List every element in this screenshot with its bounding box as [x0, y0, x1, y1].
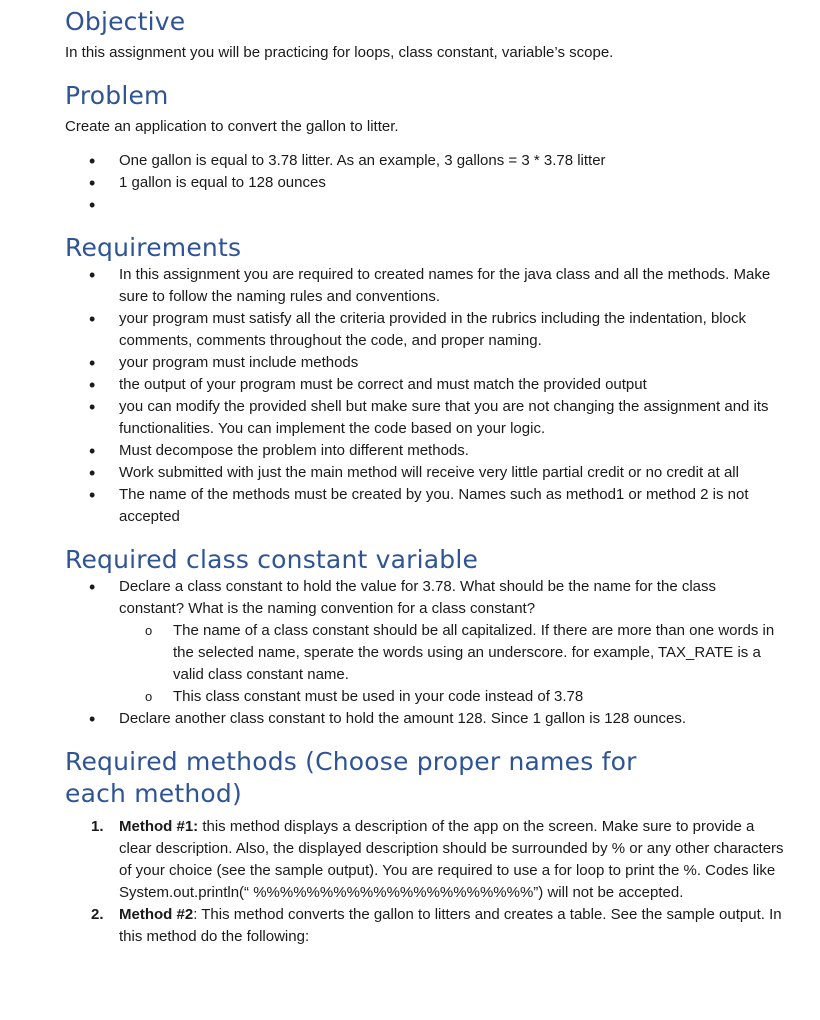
objective-text: In this assignment you will be practicing for loops, class constant, variable’s scope.: [65, 44, 614, 61]
list-item: • 1 gallon is equal to 128 ounces: [65, 172, 785, 194]
problem-list: [65, 150, 785, 216]
document-page: [65, 6, 785, 948]
list-item: • Must decompose the problem into different methods.: [65, 440, 785, 462]
list-item: • Work submitted with just the main method will receive very little partial credit or no credit at all: [65, 462, 785, 484]
problem-text: Create an application to convert the gallon to litter.: [65, 118, 399, 135]
requirements-heading: Requirements: [65, 233, 242, 262]
list-item: • One gallon is equal to 3.78 litter. As an example, 3 gallons = 3 * 3.78 litter: [65, 150, 785, 172]
list-item: • the output of your program must be correct and must match the provided output: [65, 374, 785, 396]
methods-list: [65, 816, 785, 948]
list-item: • The name of the methods must be created by you. Names such as method1 or method 2 is not accepted: [65, 484, 785, 528]
list-item: • your program must satisfy all the criteria provided in the rubrics including the indentation, block comments, comments throughout the code, and proper naming.: [65, 308, 785, 352]
method-number: 2.: [91, 906, 104, 923]
objective-heading: Objective: [65, 7, 186, 36]
method-text: this method displays a description of the app on the screen. Make sure to provide a clear description. Also, the displayed description should be surrounded by % or any other characters of your choice (see the sample output). You are required to use a for loop to print the %. Codes like System.out.println(“ %%%%%%%%%%%%%%%%%%%%%”) will not be accepted.: [119, 818, 784, 901]
sub-list-item: o The name of a class constant should be all capitalized. If there are more than one words in the selected name, sperate the words using an underscore. for example, TAX_RATE is a valid class constant name.: [119, 620, 785, 686]
method-text: : This method converts the gallon to litters and creates a table. See the sample output. In this method do the following:: [119, 906, 782, 945]
list-item: • Declare another class constant to hold the amount 128. Since 1 gallon is 128 ounces.: [65, 708, 785, 730]
constant-bullet-1: Declare a class constant to hold the value for 3.78. What should be the name for the class constant? What is the naming convention for a class constant?: [119, 578, 717, 617]
list-item: • your program must include methods: [65, 352, 785, 374]
sub-list-item: o This class constant must be used in your code instead of 3.78: [119, 686, 785, 708]
constant-sublist: [119, 620, 785, 708]
list-item: • In this assignment you are required to created names for the java class and all the methods. Make sure to follow the naming rules and conventions.: [65, 264, 785, 308]
list-item: [65, 194, 785, 216]
method-label: Method #2: [119, 906, 194, 923]
problem-heading: Problem: [65, 81, 169, 110]
requirements-list: [65, 264, 785, 528]
list-item: • you can modify the provided shell but make sure that you are not changing the assignment and its functionalities. You can implement the code based on your logic.: [65, 396, 785, 440]
method-number: 1.: [91, 818, 104, 835]
constant-heading: Required class constant variable: [65, 545, 479, 574]
method-item: [65, 816, 785, 904]
methods-heading: Required methods (Choose proper names for each method): [65, 747, 637, 808]
list-item: [65, 576, 785, 708]
constant-list: [65, 576, 785, 730]
method-label: Method #1:: [119, 818, 199, 835]
method-item: [65, 904, 785, 948]
